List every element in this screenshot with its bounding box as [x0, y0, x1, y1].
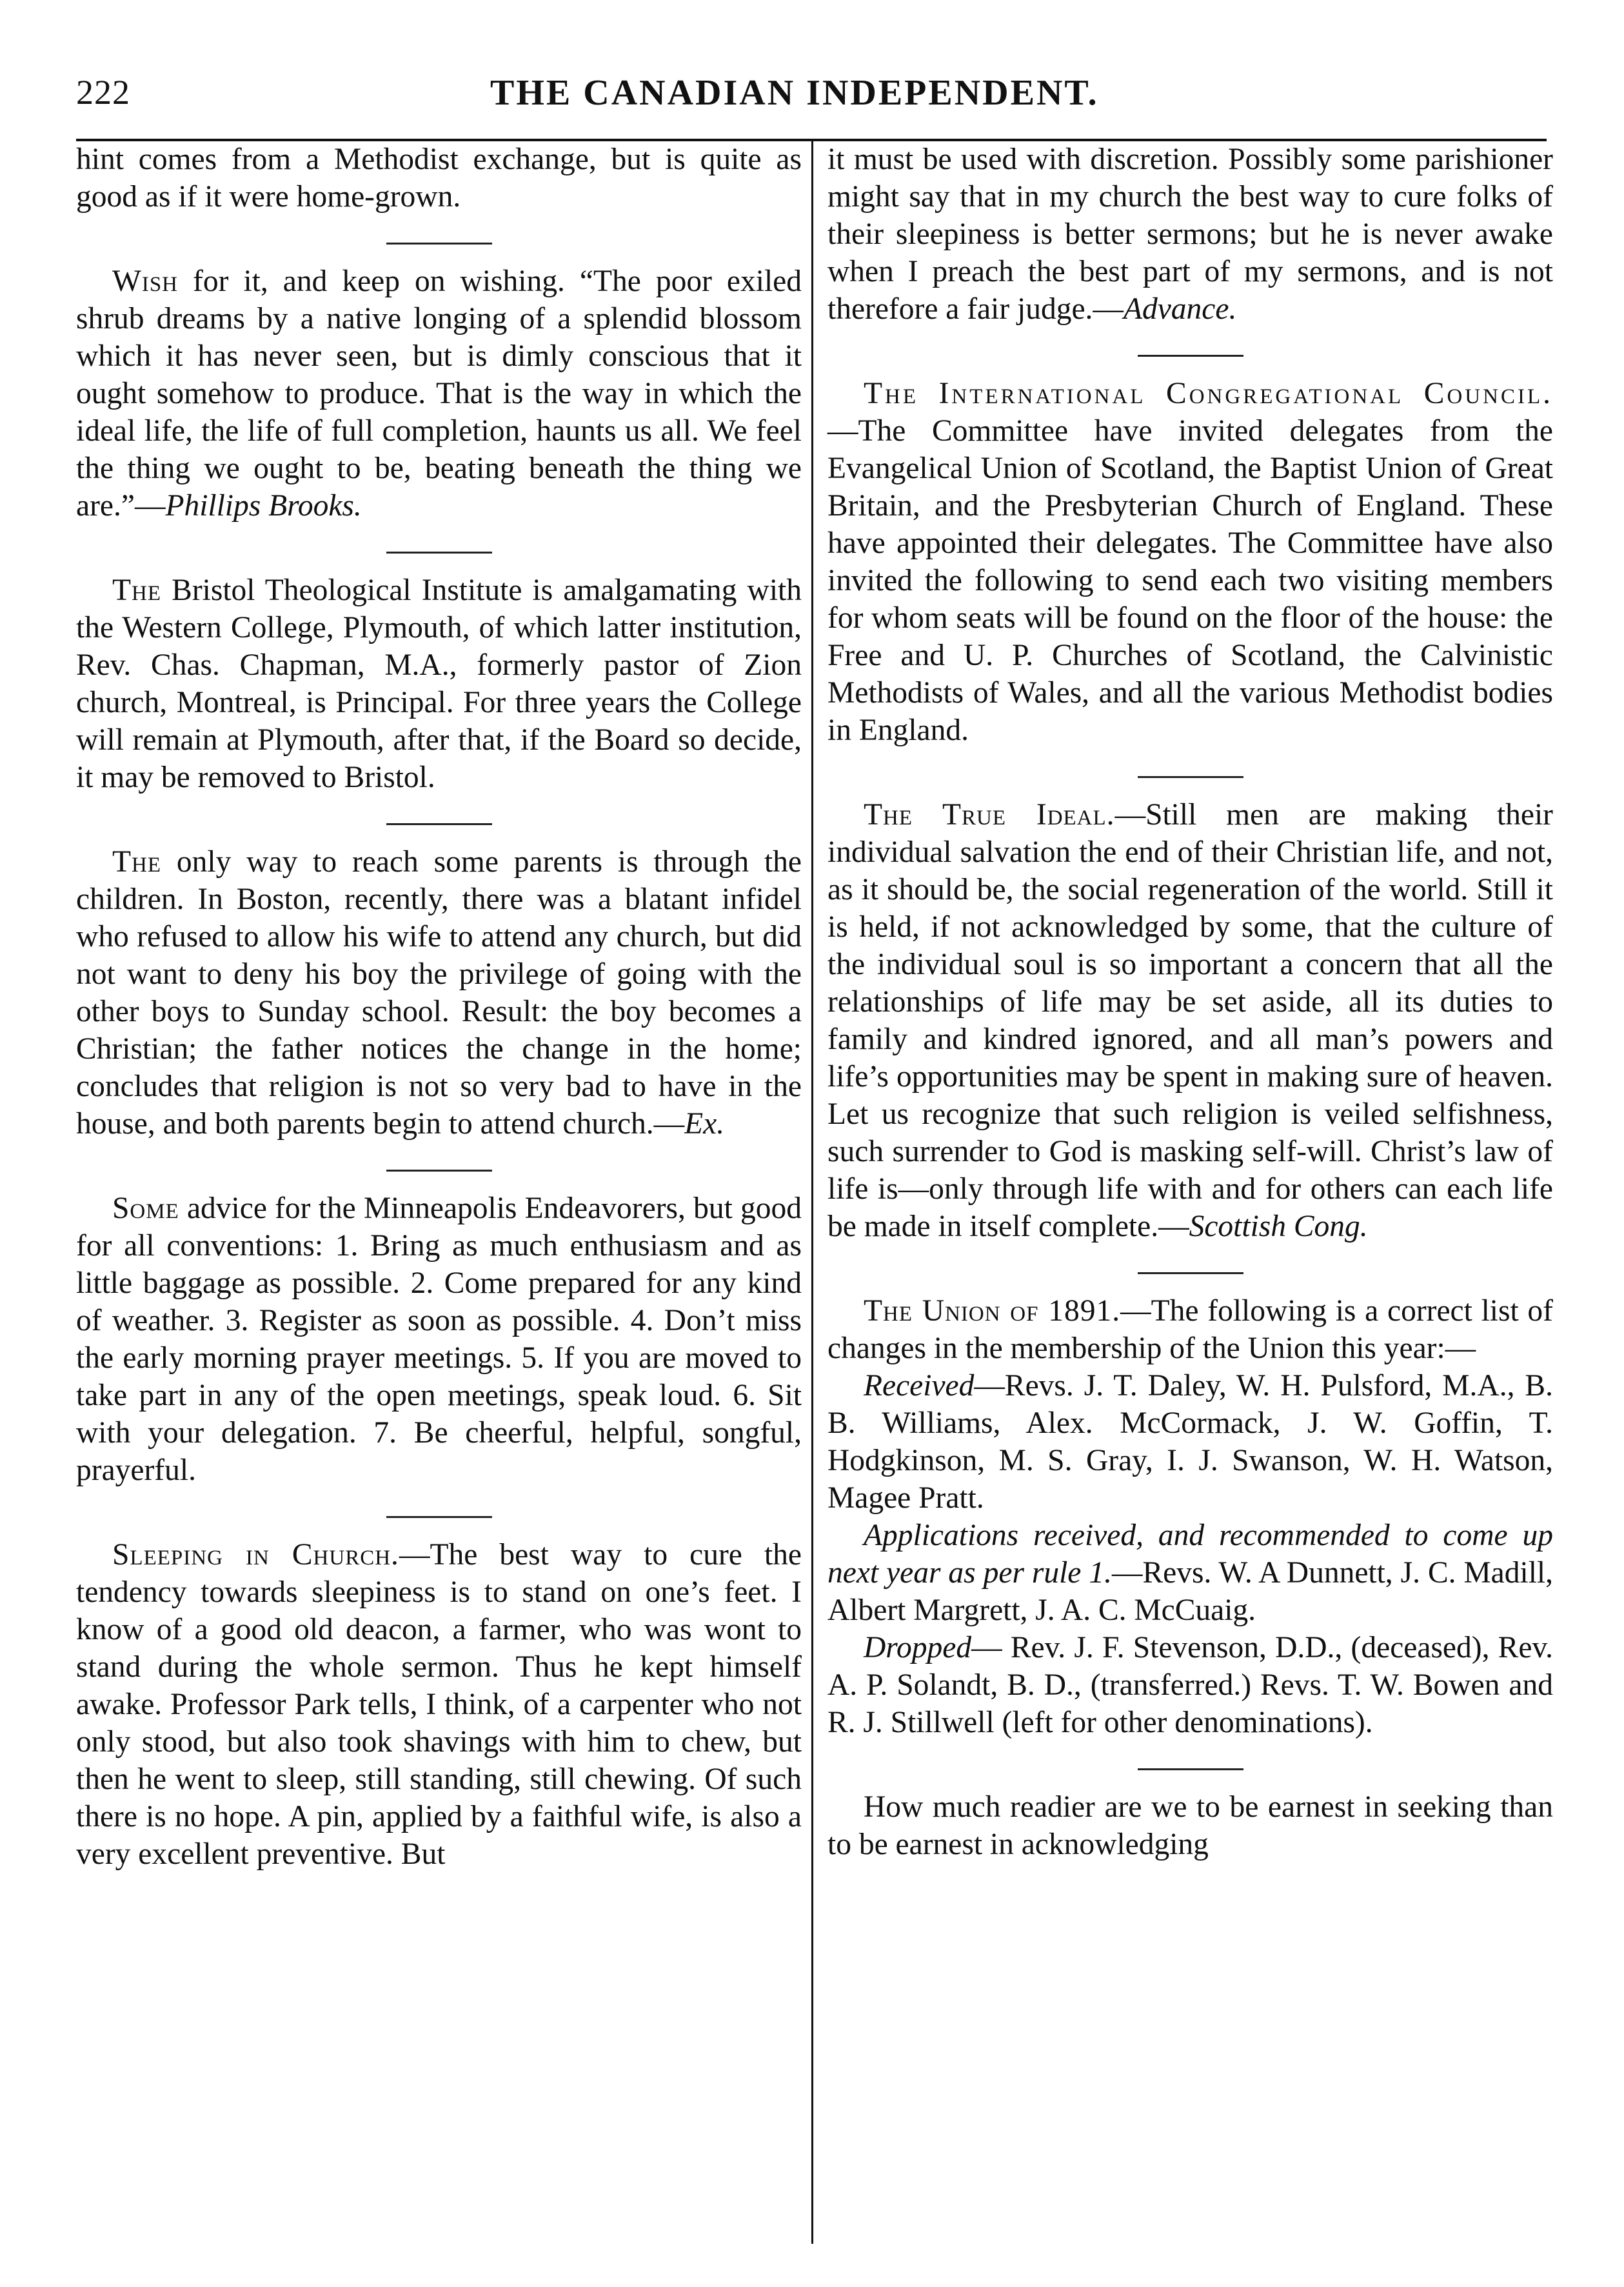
article-separator — [386, 823, 492, 825]
paragraph-text: for it, and keep on wishing. “The poor exiled shrub dreams by a native longing of a splendid blossom which it has never seen, but is dimly conscious that it ought somehow to produce. That is the way in which the ideal life, the life of full completion, haunts us all. We feel the thing we ought to be, beating beneath the thing we are.”— — [76, 265, 802, 523]
paragraph-source: Phillips Brooks. — [165, 489, 362, 523]
paragraph-text: —Still men are making their individual salvation the end of their Christian life, and not, as it should be, the social regeneration of the world. Still it is held, if not acknowledged by some, that the culture of the individual soul is so important a concern that all the relationships of life may be set aside, all its duties to family and kindred ignored, and all man’s powers and life’s opportunities may be spent in making sure of heaven. Let us recognize that such religion is veiled selfishness, such surrender to God is masking self-will. Christ’s law of life is—only through life with and for others can each life be made in itself complete.— — [827, 798, 1553, 1243]
paragraph-lead: Some — [112, 1192, 179, 1225]
paragraph-heading: The True Ideal. — [864, 798, 1115, 832]
paragraph-text: hint comes from a Methodist exchange, but is quite as good as if it were home-grown. — [76, 143, 802, 214]
paragraph-source: Ex. — [684, 1107, 725, 1141]
article-separator — [386, 1170, 492, 1172]
paragraph-bristol-institute — [76, 572, 802, 796]
right-column — [827, 141, 1553, 1863]
page-number: 222 — [76, 73, 130, 112]
paragraph-sleeping-in-church — [76, 1536, 802, 1873]
paragraph-wish — [76, 263, 802, 524]
paragraph-international-council — [827, 375, 1553, 749]
paragraph-text: —The following is a correct list of changes in the membership of the Union this year:— — [827, 1294, 1553, 1365]
article-separator — [1138, 776, 1243, 778]
paragraph-applications-received — [827, 1517, 1553, 1629]
paragraph-lead: Wish — [112, 265, 179, 298]
article-separator — [386, 243, 492, 245]
column-divider — [811, 141, 813, 2244]
article-separator — [1138, 1272, 1243, 1274]
paragraph-lead: The — [112, 574, 162, 607]
paragraph-text: —The best way to cure the tendency towards sleepiness is to stand on one’s feet. I know of a good old deacon, a farmer, who was wont to stand during the whole sermon. Thus he kept himself awake. Professor Park tells, I think, of a carpenter who not only stood, but also took shavings with him to chew, but then he went to sleep, still standing, still chewing. Of such there is no hope. A pin, applied by a faithful wife, is also a very excellent preventive. But — [76, 1538, 802, 1871]
membership-label: Dropped — [864, 1631, 972, 1664]
paragraph-text: advice for the Minneapolis Endeavorers, but good for all conventions: 1. Bring as much enthusiasm and as little baggage as possible. 2. Come prepared for any kind of weather. 3. Register as soon as possible. 4. Don’t miss the early morning prayer meetings. 5. If you are moved to take part in any of the open meetings, speak loud. 6. Sit with your delegation. 7. Be cheerful, helpful, songful, prayerful. — [76, 1192, 802, 1487]
paragraph-parents-children — [76, 843, 802, 1143]
paragraph-text: —Revs. W. A Dunnett, J. C. Madill, Albert Margrett, J. A. C. McCuaig. — [827, 1556, 1553, 1627]
article-separator — [1138, 355, 1243, 357]
paragraph-earnest-seeking — [827, 1788, 1553, 1863]
paragraph-lead: The — [112, 845, 162, 879]
paragraph-text: —The Committee have invited delegates from the Evangelical Union of Scotland, the Baptist Union of Great Britain, and the Presbyterian Church of England. These have appointed their delegates. The Committee have also invited the following to send each two visiting members for whom seats will be found on the floor of the house: the Free and U. P. Churches of Scotland, the Calvinistic Methodists of Wales, and all the various Methodist bodies in England. — [827, 414, 1553, 747]
paragraph-union-1891 — [827, 1292, 1553, 1367]
paragraph-dropped-members — [827, 1629, 1553, 1741]
left-column — [76, 141, 802, 1873]
article-separator — [386, 552, 492, 554]
paragraph-true-ideal — [827, 796, 1553, 1245]
article-separator — [1138, 1768, 1243, 1770]
membership-label: Applications received, and recommended to come up next year as per rule 1. — [827, 1519, 1553, 1590]
paragraph-text: it must be used with discretion. Possibly some parishioner might say that in my church the best way to cure folks of their sleepiness is better sermons; but he is never awake when I preach the best part of my sermons, and is not therefore a fair judge.— — [827, 143, 1553, 326]
paragraph-received-members — [827, 1367, 1553, 1517]
paragraph-discretion — [827, 141, 1553, 328]
journal-title: THE CANADIAN INDEPENDENT. — [490, 73, 1099, 113]
paragraph-text: only way to reach some parents is through the children. In Boston, recently, there was a blatant infidel who refused to allow his wife to attend any church, but did not want to deny his boy the privilege of going with the other boys to Sunday school. Result: the boy becomes a Christian; the father notices the change in the home; concludes that religion is not so very bad to have in the house, and both parents begin to attend church.— — [76, 845, 802, 1141]
paragraph-text: How much readier are we to be earnest in seeking than to be earnest in acknowledging — [827, 1790, 1553, 1861]
paragraph-text: —Revs. J. T. Daley, W. H. Pulsford, M.A., B. B. Williams, Alex. McCormack, J. W. Goffin, T. Hodgkinson, M. S. Gray, I. J. Swanson, W. H. Watson, Magee Pratt. — [827, 1369, 1553, 1515]
paragraph-heading: The Union of 1891. — [864, 1294, 1121, 1328]
paragraph-text: — Rev. J. F. Stevenson, D.D., (deceased), Rev. A. P. Solandt, B. D., (transferred.) Revs. T. W. Bowen and R. J. Stillwell (left for other denominations). — [827, 1631, 1553, 1739]
paragraph-source: Advance. — [1123, 292, 1237, 326]
article-separator — [386, 1516, 492, 1518]
paragraph-text: Bristol Theological Institute is amalgamating with the Western College, Plymouth, of which latter institution, Rev. Chas. Chapman, M.A., formerly pastor of Zion church, Montreal, is Principal. For three years the College will remain at Plymouth, after that, if the Board so decide, it may be removed to Bristol. — [76, 574, 802, 794]
paragraph-source: Scottish Cong. — [1189, 1210, 1368, 1243]
paragraph-heading: Sleeping in Church. — [112, 1538, 399, 1572]
paragraph-heading: The International Congregational Council. — [864, 377, 1553, 410]
paragraph-minneapolis-advice — [76, 1190, 802, 1489]
paragraph-methodist-exchange — [76, 141, 802, 215]
membership-label: Received — [864, 1369, 975, 1403]
